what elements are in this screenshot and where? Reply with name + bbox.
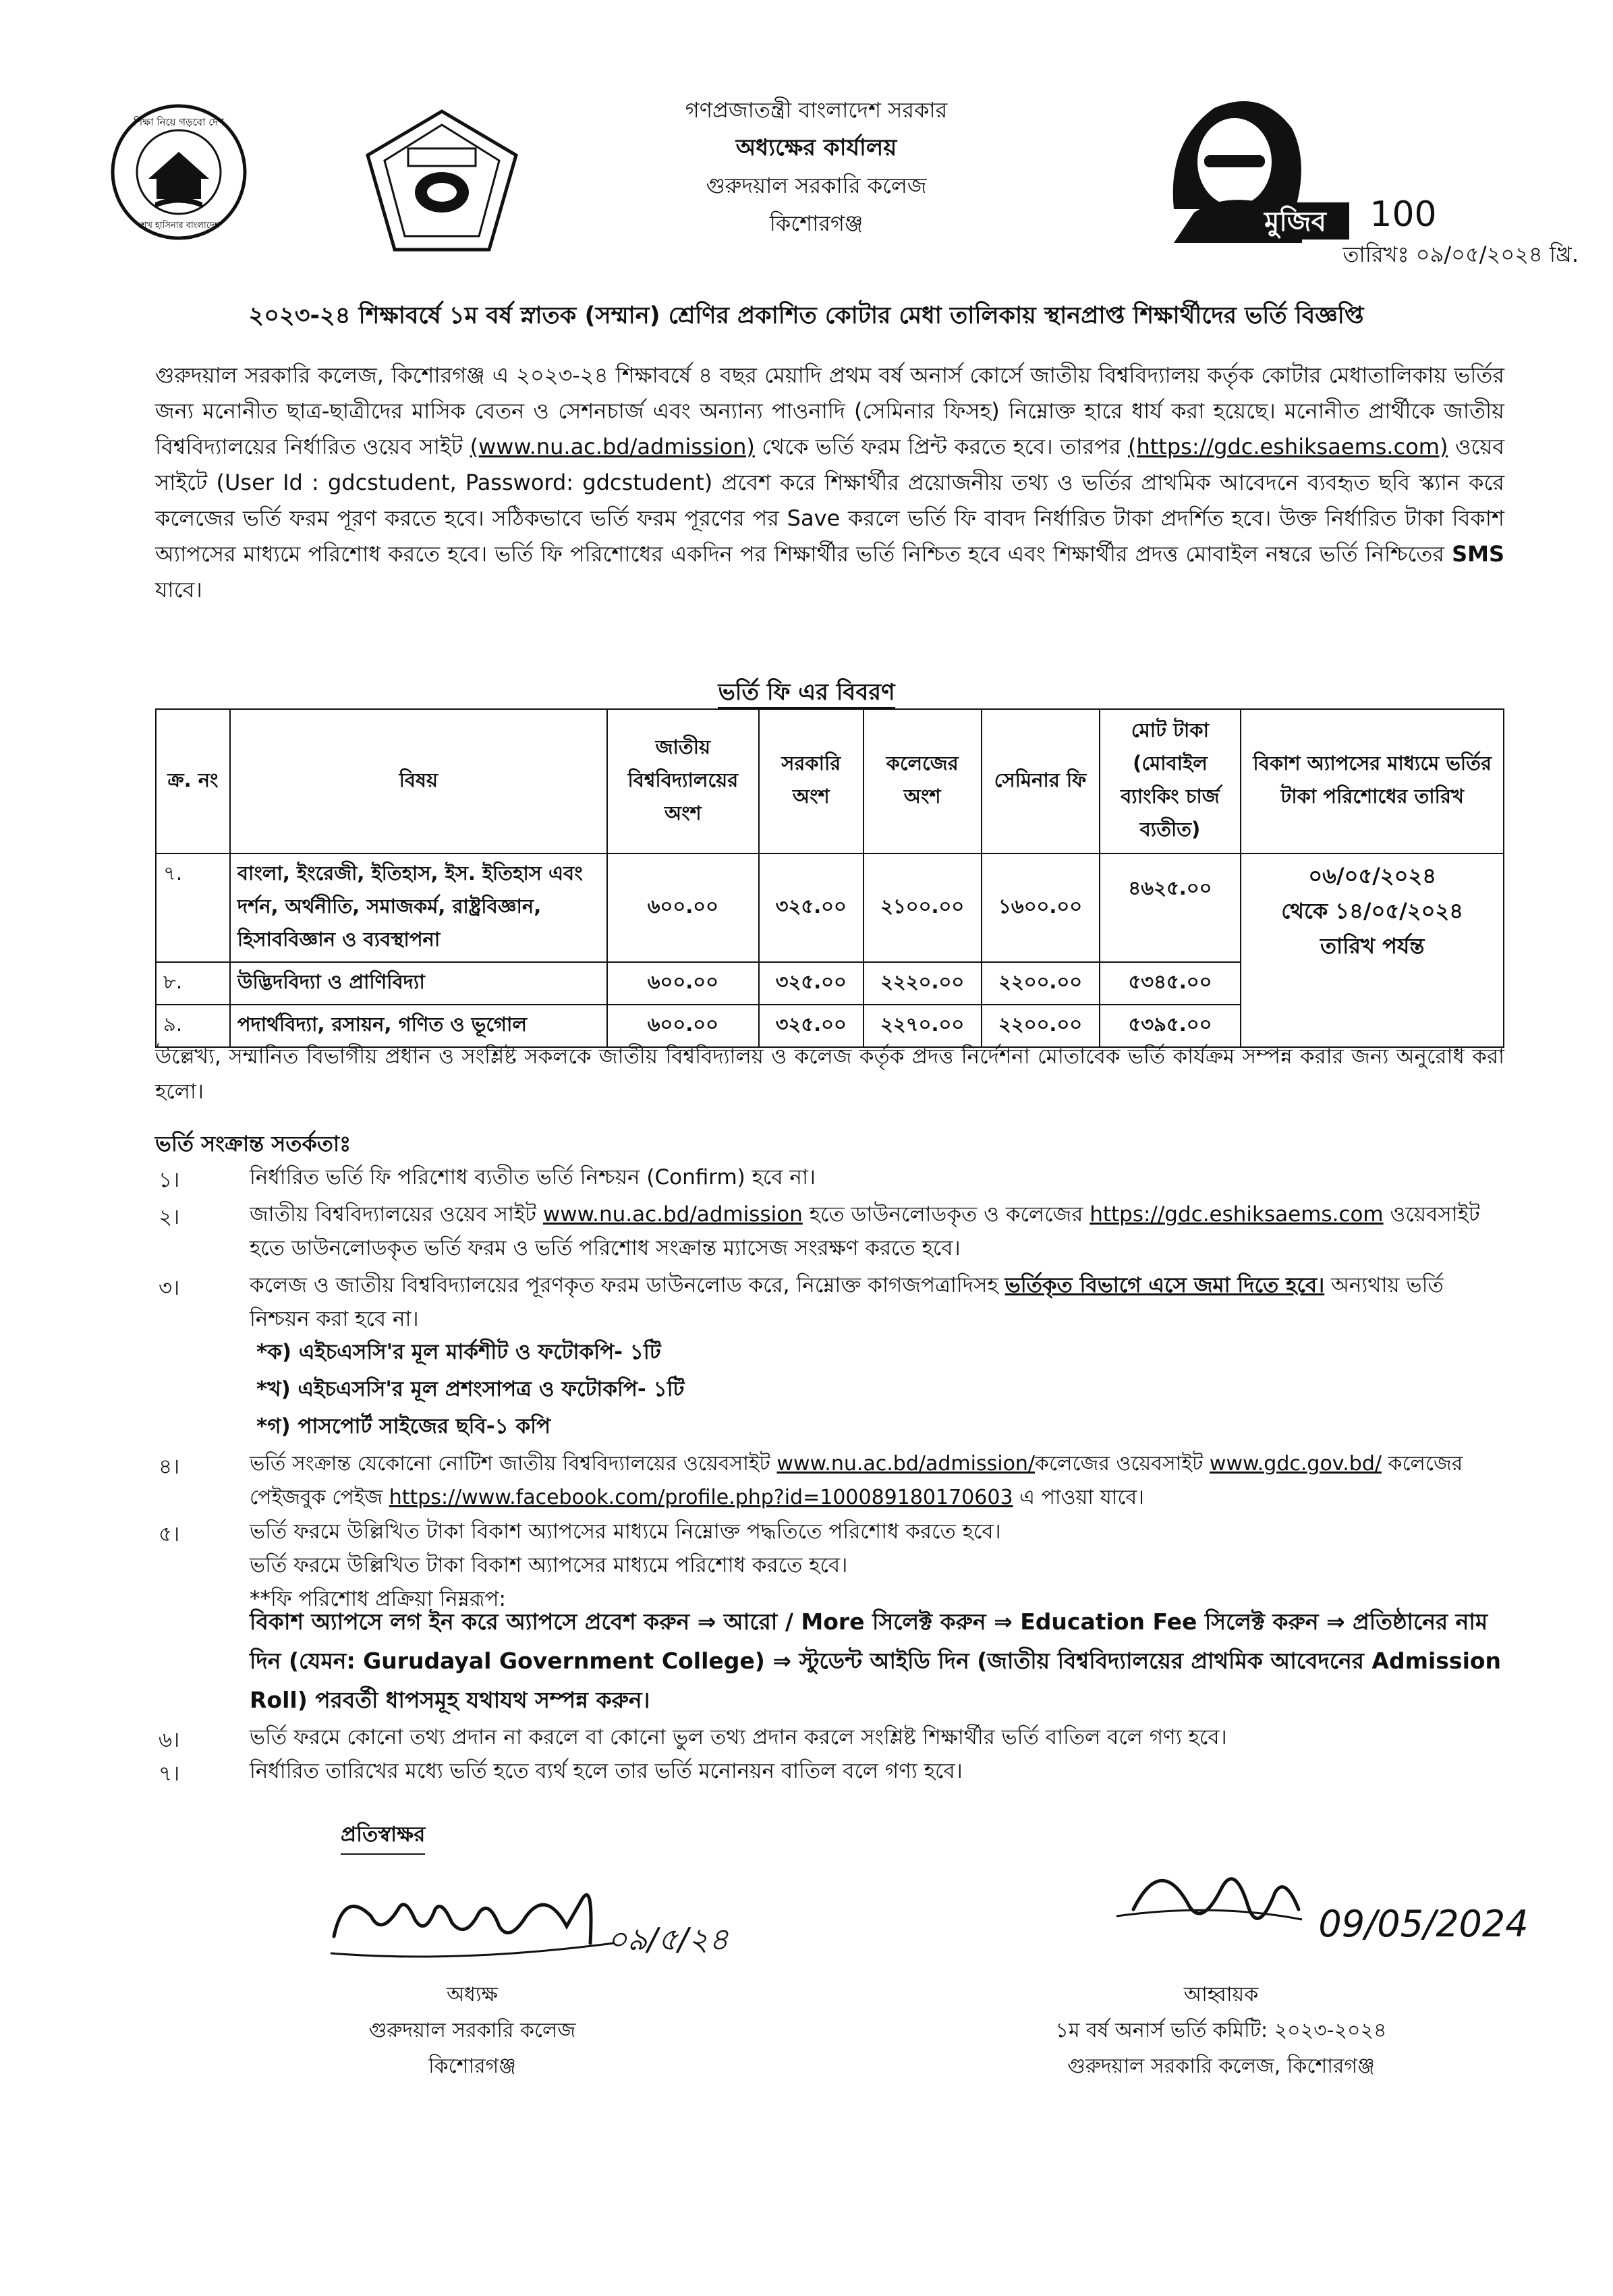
row-govt-fee: ৩২৫.০০ (759, 1005, 864, 1047)
list-item-number: ৩। (159, 1276, 180, 1300)
notice-title: ২০২৩-২৪ শিক্ষাবর্ষে ১ম বর্ষ স্নাতক (সম্মান) শ্রেণির প্রকাশিত কোটার মেধা তালিকায় স্থানপ্রাপ্ত শিক্ষার্থীদের ভর্তি বিজ্ঞপ্তি (248, 302, 1364, 329)
col-header: বিকাশ অ্যাপসের মাধ্যমে ভর্তির টাকা পরিশোধের তারিখ (1241, 709, 1504, 853)
document-item: *গ) পাসপোর্ট সাইজের ছবি-১ কপি (256, 1414, 551, 1438)
list-item-number: ৭। (159, 1762, 180, 1786)
row-total: ৫৩৯৫.০০ (1100, 1005, 1241, 1047)
principal-signature-block (297, 1977, 648, 2084)
principal-title: অধ্যক্ষ (447, 1983, 498, 2007)
list-item-number: ৫। (159, 1522, 180, 1546)
svg-text:শিক্ষা নিয়ে গড়বো দেশ: শিক্ষা নিয়ে গড়বো দেশ (133, 116, 225, 128)
row-subject: বাংলা, ইংরেজী, ইতিহাস, ইস. ইতিহাস এবং দর্শন, অর্থনীতি, সমাজকর্ম, রাষ্ট্রবিজ্ঞান, হিসাববিজ্ঞান ও ব্যবস্থাপনা (230, 853, 607, 962)
fee-table-title: ভর্তি ফি এর বিবরণ (0, 675, 1613, 713)
convener-signature (1113, 1835, 1531, 1970)
fee-table (155, 708, 1504, 1048)
row-seminar-fee: ২২০০.০০ (982, 962, 1100, 1005)
row-total: ৫৩৪৫.০০ (1100, 962, 1241, 1005)
svg-text:শেখ হাসিনার বাংলাদেশ: শেখ হাসিনার বাংলাদেশ (138, 221, 220, 231)
svg-text:০৯/৫/২৪: ০৯/৫/২৪ (606, 1921, 729, 1957)
row-seminar-fee: ২২০০.০০ (982, 1005, 1100, 1047)
col-header: জাতীয় বিশ্ববিদ্যালয়ের অংশ (607, 709, 759, 853)
list-item: ভর্তি ফরমে উল্লিখিত টাকা বিকাশ অ্যাপসের মাধ্যমে নিম্নোক্ত পদ্ধতিতে পরিশোধ করতে হবে। ভর্তি ফরমে উল্লিখিত টাকা বিকাশ অ্যাপসের মাধ্যমে পরিশোধ করতে হবে। **ফি পরিশোধ প্রক্রিয়া নিম্নরূপ: (250, 1519, 1001, 1611)
svg-text:মুজিব: মুজিব (1264, 206, 1326, 237)
principal-college: গুরুদয়াল সরকারি কলেজ (368, 2019, 576, 2042)
list-item-number: ৪। (159, 1455, 180, 1479)
col-header: সেমিনার ফি (982, 709, 1100, 853)
note-paragraph: উল্লেখ্য, সম্মানিত বিভাগীয় প্রধান ও সংশ্লিষ্ট সকলকে জাতীয় বিশ্ববিদ্যালয় ও কলেজ কর্তৃক প্রদত্ত নির্দেশনা মোতাবেক ভর্তি কার্যক্রম সম্পন্ন করার জন্য অনুরোধ করা হলো। (155, 1044, 1504, 1104)
col-header: ক্র. নং (156, 709, 230, 853)
convener-college: গুরুদয়াল সরকারি কলেজ, কিশোরগঞ্জ (1067, 2054, 1375, 2078)
row-sl: ৯. (156, 1005, 230, 1047)
table-row (156, 853, 1504, 962)
list-item: ভর্তি সংক্রান্ত যেকোনো নোটিশ জাতীয় বিশ্ববিদ্যালয়ের ওয়েবসাইট www.nu.ac.bd/admission/কলেজের ওয়েবসাইট www.gdc.gov.bd/ কলেজের পেইজবুক পেইজ https://www.facebook.com/profile.php?id=100089180170603 এ পাওয়া যাবে। (250, 1452, 1463, 1509)
document-item: *খ) এইচএসসি'র মূল প্রশংসাপত্র ও ফটোকপি- ১টি (256, 1377, 685, 1401)
table-header-row (156, 709, 1504, 853)
row-nu-fee: ৬০০.০০ (607, 962, 759, 1005)
gdc-website-link[interactable]: www.gdc.gov.bd/ (1209, 1452, 1382, 1476)
svg-text:100: 100 (1369, 194, 1437, 235)
college-name: গুরুদয়াল সরকারি কলেজ (706, 173, 927, 198)
education-emblem-logo (108, 101, 250, 243)
row-total: ৪৬২৫.০০ (1100, 853, 1241, 962)
col-header: মোট টাকা (মোবাইল ব্যাংকিং চার্জ ব্যতীত) (1100, 709, 1241, 853)
list-item: কলেজ ও জাতীয় বিশ্ববিদ্যালয়ের পূরণকৃত ফরম ডাউনলোড করে, নিম্নোক্ত কাগজপত্রাদিসহ ভর্তিকৃত বিভাগে এসে জমা দিতে হবে। অন্যথায় ভর্তি নিশ্চয়ন করা হবে না। (250, 1273, 1444, 1331)
row-subject: উদ্ভিদবিদ্যা ও প্রাণিবিদ্যা (230, 962, 607, 1005)
row-nu-fee: ৬০০.০০ (607, 853, 759, 962)
facebook-page-link[interactable]: https://www.facebook.com/profile.php?id=100089180170603 (389, 1486, 1013, 1509)
office-name: অধ্যক্ষের কার্যালয় (735, 134, 897, 161)
col-header: সরকারি অংশ (759, 709, 864, 853)
office-header (513, 91, 1120, 242)
district-name: কিশোরগঞ্জ (769, 211, 864, 236)
committee-name: ১ম বর্ষ অনার্স ভর্তি কমিটি: ২০২৩-২০২৪ (1055, 2019, 1387, 2042)
intro-paragraph: গুরুদয়াল সরকারি কলেজ, কিশোরগঞ্জ এ ২০২৩-২৪ শিক্ষাবর্ষে ৪ বছর মেয়াদি প্রথম বর্ষ অনার্স কোর্সে জাতীয় বিশ্ববিদ্যালয় কর্তৃক কোটার মেধাতালিকায় ভর্তির জন্য মনোনীত ছাত্র-ছাত্রীদের মাসিক বেতন ও সেশনচার্জ এবং অন্যান্য পাওনাদি (সেমিনার ফিসহ) নিম্নোক্ত হারে ধার্য করা হয়েছে। মনোনীত প্রার্থীকে জাতীয় বিশ্ববিদ্যালয়ের নির্ধারিত ওয়েব সাইট (www.nu.ac.bd/admission) থেকে ভর্তি ফরম প্রিন্ট করতে হবে। তারপর (https://gdc.eshiksaems.com) ওয়েব সাইটে (User Id : gdcstudent, Password: gdcstudent) প্রবেশ করে শিক্ষার্থীর প্রয়োজনীয় তথ্য ও ভর্তির প্রাথমিক আবেদনে ব্যবহৃত ছবি স্ক্যান করে কলেজের ভর্তি ফরম পূরণ করতে হবে। সঠিকভাবে ভর্তি ফরম পূরণের পর Save করলে ভর্তি ফি বাবদ নির্ধারিত টাকা প্রদর্শিত হবে। উক্ত নির্ধারিত টাকা বিকাশ অ্যাপসের মাধ্যমে পরিশোধ করতে হবে। ভর্তি ফি পরিশোধের একদিন পর শিক্ষার্থীর ভর্তি নিশ্চিত হবে এবং শিক্ষার্থীর প্রদত্ত মোবাইল নম্বরে ভর্তি নিশ্চিতের SMS যাবে। (155, 362, 1505, 603)
row-college-fee: ২২২০.০০ (864, 962, 982, 1005)
college-crest-logo (364, 108, 519, 253)
nu-admission-link[interactable]: (www.nu.ac.bd/admission) (470, 434, 755, 459)
col-header: বিষয় (230, 709, 607, 853)
nu-admission-link[interactable]: www.nu.ac.bd/admission/ (776, 1452, 1036, 1476)
mujib-100-logo (1147, 88, 1464, 246)
gdc-eshiksa-link[interactable]: (https://gdc.eshiksaems.com) (1127, 434, 1448, 459)
government-name: গণপ্রজাতন্ত্রী বাংলাদেশ সরকার (685, 97, 948, 123)
list-item-number: ২। (159, 1205, 180, 1229)
principal-signature (324, 1862, 762, 1977)
list-item-number: ১। (159, 1168, 180, 1192)
row-sl: ৮. (156, 962, 230, 1005)
list-item: ভর্তি ফরমে কোনো তথ্য প্রদান না করলে বা কোনো ভুল তথ্য প্রদান করলে সংশ্লিষ্ট শিক্ষার্থীর ভর্তি বাতিল বলে গণ্য হবে। (250, 1725, 1227, 1749)
payment-date: ০৬/০৫/২০২৪ থেকে ১৪/০৫/২০২৪ তারিখ পর্যন্ত (1241, 853, 1504, 1047)
row-sl: ৭. (156, 853, 230, 962)
list-item: জাতীয় বিশ্ববিদ্যালয়ের ওয়েব সাইট www.nu.ac.bd/admission হতে ডাউনলোডকৃত ও কলেজের https://gdc.eshiksaems.com ওয়েবসাইট হতে ডাউনলোডকৃত ভর্তি ফরম ও ভর্তি পরিশোধ সংক্রান্ত ম্যাসেজ সংরক্ষণ করতে হবে। (250, 1202, 1480, 1260)
row-college-fee: ২১০০.০০ (864, 853, 982, 962)
list-item: নির্ধারিত ভর্তি ফি পরিশোধ ব্যতীত ভর্তি নিশ্চয়ন (Confirm) হবে না। (250, 1165, 816, 1189)
col-header: কলেজের অংশ (864, 709, 982, 853)
countersign-label: প্রতিস্বাক্ষর (341, 1818, 425, 1855)
row-nu-fee: ৬০০.০০ (607, 1005, 759, 1047)
row-subject: পদার্থবিদ্যা, রসায়ন, গণিত ও ভূগোল (230, 1005, 607, 1047)
convener-signature-block (965, 1977, 1477, 2084)
list-item: নির্ধারিত তারিখের মধ্যে ভর্তি হতে ব্যর্থ হলে তার ভর্তি মনোনয়ন বাতিল বলে গণ্য হবে। (250, 1759, 963, 1783)
notice-date: তারিখঃ ০৯/০৫/২০২৪ খ্রি. (1342, 242, 1579, 267)
row-govt-fee: ৩২৫.০০ (759, 962, 864, 1005)
list-item-number: ৬। (159, 1728, 180, 1752)
payment-process: বিকাশ অ্যাপসে লগ ইন করে অ্যাপসে প্রবেশ করুন ⇒ আরো / More সিলেক্ট করুন ⇒ Education Fee সিলেক্ট করুন ⇒ প্রতিষ্ঠানের নাম দিন (যেমন: Gurudayal Government College) ⇒ স্টুডেন্ট আইডি দিন (জাতীয় বিশ্ববিদ্যালয়ের প্রাথমিক আবেদনের Admission Roll) পরবর্তী ধাপসমূহ যথাযথ সম্পন্ন করুন। (250, 1608, 1502, 1713)
gdc-eshiksa-link[interactable]: https://gdc.eshiksaems.com (1090, 1202, 1384, 1227)
caution-title: ভর্তি সংক্রান্ত সতর্কতাঃ (155, 1131, 351, 1156)
document-item: *ক) এইচএসসি'র মূল মার্কশীট ও ফটোকপি- ১টি (256, 1340, 661, 1364)
convener-title: আহ্বায়ক (1183, 1983, 1259, 2007)
nu-admission-link[interactable]: www.nu.ac.bd/admission (542, 1202, 803, 1227)
principal-district: কিশোরগঞ্জ (428, 2054, 516, 2078)
svg-text:09/05/2024: 09/05/2024 (1318, 1903, 1529, 1945)
row-seminar-fee: ১৬০০.০০ (982, 853, 1100, 962)
row-govt-fee: ৩২৫.০০ (759, 853, 864, 962)
row-college-fee: ২২৭০.০০ (864, 1005, 982, 1047)
